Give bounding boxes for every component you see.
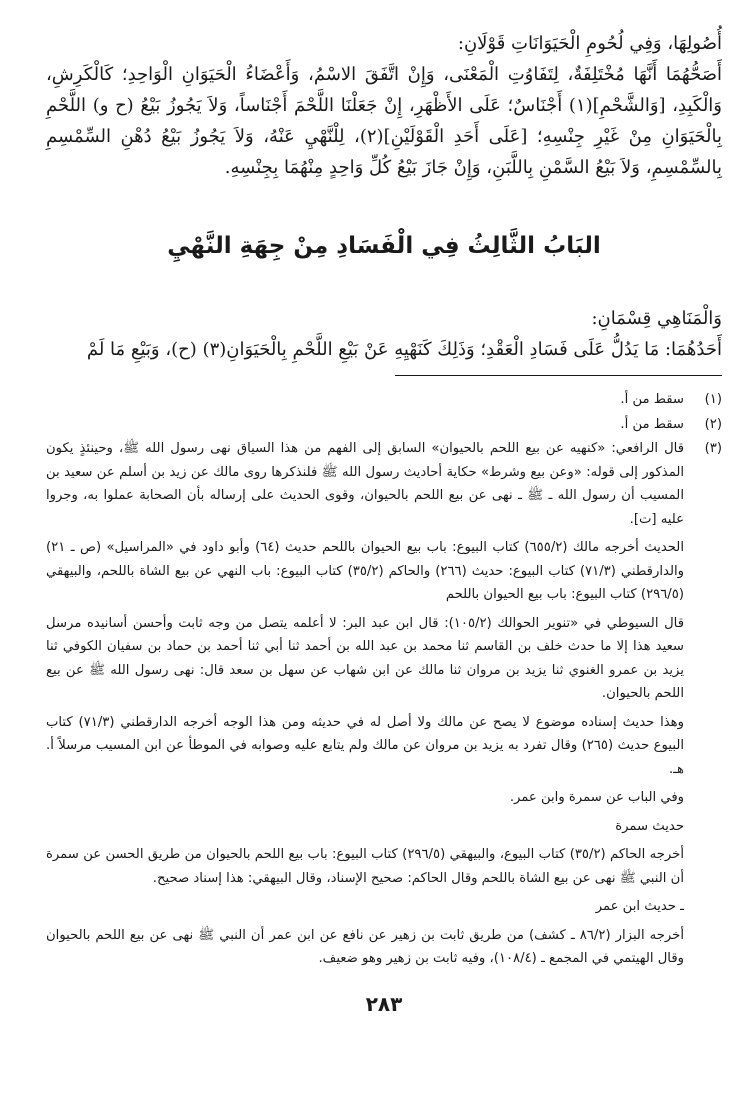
section-first-item-line: أَحَدُهُمَا: مَا يَدُلُّ عَلَى فَسَادِ الْعَقْدِ؛ وَذَلِكَ كَنَهْيِهِ عَنْ بَيْعِ اللَّحْمِ بِالْحَيَوَانِ(٣) (ح)، وَبَيْعِ مَا لَمْ xyxy=(86,339,722,360)
main-text xyxy=(46,28,722,183)
footnote-text: سقط من أ. xyxy=(620,392,684,407)
footnote-paragraph: أخرجه البزار (٨٦/٢ ـ كشف) من طريق ثابت بن زهير عن نافع عن ابن عمر أن النبي ﷺ نهى عن بيع اللحم بالحيوان وقال الهيتمي في المجمع ـ (١٠٨/٤)، وفيه ثابت بن زهير وهو ضعيف. xyxy=(46,927,684,966)
footnote-3 xyxy=(46,437,722,976)
footnote-paragraph: قال الرافعي: «كنهيه عن بيع اللحم بالحيوان» السابق إلى الفهم من هذا السياق نهى رسول الله ﷺ، وحينئذٍ يكون المذكور إلى قوله: «وعن بيع وشرط» حكاية أحاديث رسول الله ﷺ فلنذكرها روى مالك عن زيد بن أسلم عن سعيد بن المسيب أن رسول الله ـ ﷺ ـ نهى عن بيع اللحم بالحيوان، وقوى الحديث على إرساله بأن الصحابة عملوا به، وجروا عليه [ت]. xyxy=(46,441,684,527)
footnote-paragraph: الحديث أخرجه مالك (٦٥٥/٢) كتاب البيوع: باب بيع الحيوان باللحم حديث (٦٤) وأبو داود في «المراسيل» (ص ـ ٢١) والدارقطني (٧١/٣) كتاب البيوع: حديث (٢٦٦) والحاكم (٣٥/٢) كتاب البيوع: باب النهي عن بيع الشاة باللحم، والبيهقي (٢٩٦/٥) كتاب البيوع: باب بيع الحيوان باللحم xyxy=(46,540,684,602)
footnote-paragraph: وهذا حديث إسناده موضوع لا يصح عن مالك ولا أصل له في حديثه ومن هذا الوجه أخرجه الدارقطني (٧١/٣) كتاب البيوع حديث (٢٦٥) وقال تفرد به يزيد بن مروان عن مالك ولم يتابع عليه وصوابه في الموطأ عن ابن المسيب مرسلاً أ. هـ. xyxy=(46,714,684,777)
footnote-number: (٢) xyxy=(704,416,722,432)
footnote-paragraph: أخرجه الحاكم (٣٥/٢) كتاب البيوع، والبيهقي (٢٩٦/٥) كتاب البيوع: باب بيع اللحم بالحيوان من طريق الحسن عن سمرة أن النبي ﷺ نهى عن بيع الشاة باللحم وقال الحاكم: صحيح الإسناد، وقال البيهقي: هذا إسناد صحيح. xyxy=(46,847,684,886)
footnote-body xyxy=(46,388,684,413)
footnote-2 xyxy=(46,413,722,438)
footnote-divider xyxy=(395,375,722,376)
footnote-body xyxy=(46,413,684,438)
footnote-number: (٣) xyxy=(704,441,722,456)
chapter-heading: البَابُ الثَّالِثُ فِي الْفَسَادِ مِنْ جِهَةِ النَّهْيِ xyxy=(167,233,601,259)
footnote-paragraph: وفي الباب عن سمرة وابن عمر. xyxy=(509,790,684,805)
footnote-paragraph: قال السيوطي في «تنوير الحوالك (١٠٥/٢): قال ابن عبد البر: لا أعلمه يتصل من وجه ثابت وأحسن أسانيده مرسل سعيد هذا إلا ما حدث خلف بن القاسم ثنا محمد بن عبد الله بن أحمد ثنا أبي ثنا أحمد بن حماد بن سفيان الكوفي ثنا يزيد بن عمرو الغنوي ثنا يزيد بن مروان ثنا مالك عن ابن شهاب عن سهل بن سعد قال: نهى رسول الله ﷺ عن بيع اللحم بالحيوان. xyxy=(46,615,685,701)
footnote-body xyxy=(46,437,684,976)
footnotes xyxy=(46,388,722,976)
footnote-paragraph: حديث سمرة xyxy=(615,818,684,834)
footnote-paragraph: ـ حديث ابن عمر xyxy=(595,899,684,914)
section-intro-line: وَالْمَنَاهِي قِسْمَانِ: xyxy=(591,308,722,329)
page-number: ٢٨٣ xyxy=(365,991,403,1016)
main-paragraph: أَصَحُّهُمَا أَنَّهَا مُخْتَلِفَةٌ، لِتَفَاوُتِ الْمَعْنَى، وَإِنْ اتَّفَقَ الاسْمُ، وَأَعْضَاءُ الْحَيَوَانِ الْوَاحِدِ؛ كَالْكَرِشِ، وَالْكَبِدِ، [وَالشَّحْمِ](١) أَجْنَاسٌ؛ عَلَى الأَظْهَرِ، إِنْ جَعَلْنَا اللَّحْمَ أَجْنَاساً، وَلاَ يَجُوزُ بَيْعُ (ح و) اللَّحْمِ بِالْحَيَوَانِ مِنْ غَيْرِ جِنْسِهِ؛ [عَلَى أَحَدِ الْقَوْلَيْنِ](٢)، لِلْنَّهْيِ عَنْهُ، وَلاَ يَجُوزُ بَيْعُ دُهْنِ السِّمْسِمِ بِالسِّمْسِمِ، وَلاَ بَيْعُ السَّمْنِ بِاللَّبَنِ، وَإِنْ جَازَ بَيْعُ كُلِّ وَاحِدٍ مِنْهُمَا بِجِنْسِهِ. xyxy=(46,64,723,178)
footnote-1 xyxy=(46,388,722,413)
section-text xyxy=(46,303,722,365)
book-page xyxy=(46,28,722,1068)
footnote-number: (١) xyxy=(704,392,722,407)
main-line-continuation: أُصُولِهَا، وَفِي لُحُومِ الْحَيَوَانَاتِ قَوْلَانِ: xyxy=(457,33,722,54)
footnote-text: سقط من أ. xyxy=(620,416,684,432)
